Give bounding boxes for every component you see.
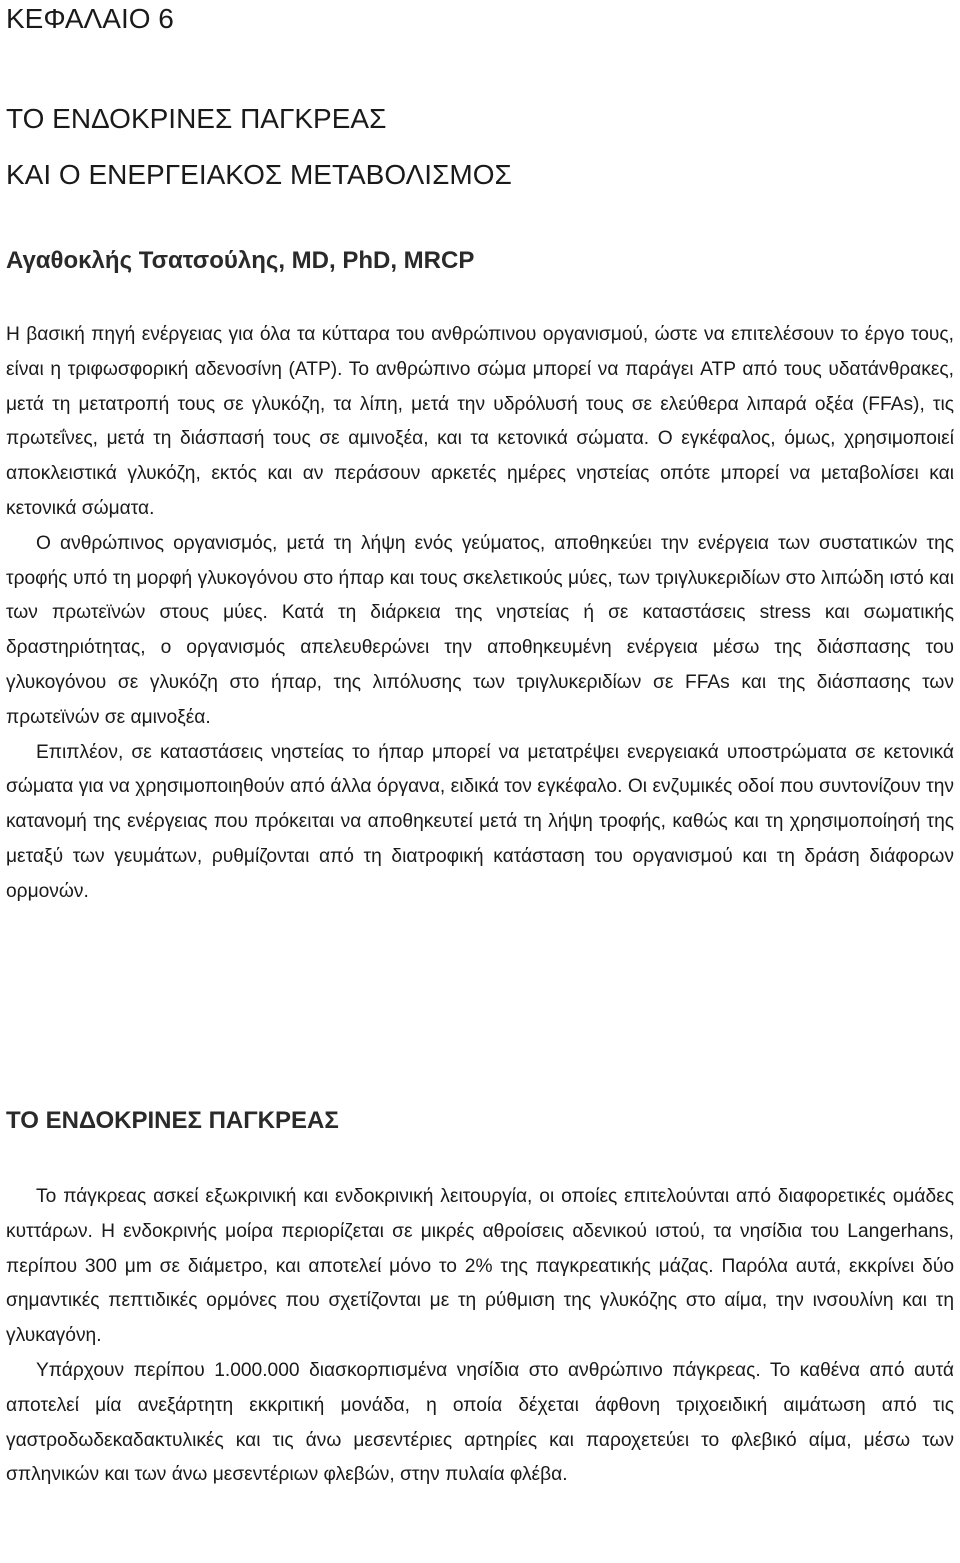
chapter-title-line-2: ΚΑΙ Ο ΕΝΕΡΓΕΙΑΚΟΣ ΜΕΤΑΒΟΛΙΣΜΟΣ — [6, 159, 512, 190]
section-paragraph-2: Υπάρχουν περίπου 1.000.000 διασκορπισμένα νησίδια στο ανθρώπινο πάγκρεας. Το καθένα από αυτά αποτελεί μία ανεξάρτητη εκκριτική μονάδα, η οποία δέχεται άφθονη τριχοειδική αιμάτωση από τις γαστροδωδεκαδακτυλικές και τις άνω μεσεντέριες αρτηρίες και παροχετεύει το φλεβικό αίμα, μέσω των σπληνικών και των άνω μεσεντέριων φλεβών, στην πυλαία φλέβα. — [6, 1359, 954, 1486]
chapter-title-line-1: ΤΟ ΕΝΔΟΚΡΙΝΕΣ ΠΑΓΚΡΕΑΣ — [6, 103, 387, 134]
intro-section — [6, 318, 954, 910]
intro-paragraph-2: Ο ανθρώπινος οργανισμός, μετά τη λήψη ενός γεύματος, αποθηκεύει την ενέργεια των συστατικών της τροφής υπό τη μορφή γλυκογόνου στο ήπαρ και τους σκελετικούς μύες, των τριγλυκεριδίων στο λιπώδη ιστό και των πρωτεϊνών στους μύες. Κατά τη διάρκεια της νηστείας ή σε καταστάσεις stress και σωματικής δραστηριότητας, ο οργανισμός απελευθερώνει την αποθηκευμένη ενέργεια μέσω της διάσπασης του γλυκογόνου σε γλυκόζη στο ήπαρ, της λιπόλυσης των τριγλυκεριδίων σε FFAs και της διάσπασης των πρωτεϊνών σε αμινοξέα. — [6, 532, 954, 728]
chapter-title — [6, 91, 512, 203]
section-paragraph-1: Το πάγκρεας ασκεί εξωκρινική και ενδοκρινική λειτουργία, οι οποίες επιτελούνται από διαφορετικές ομάδες κυττάρων. Η ενδοκρινής μοίρα περιορίζεται σε μικρές αθροίσεις αδενικού ιστού, τα νησίδια του Langerhans, περίπου 300 μm σε διάμετρο, και αποτελεί μόνο το 2% της παγκρεατικής μάζας. Παρόλα αυτά, εκκρίνει δύο σημαντικές πεπτιδικές ορμόνες που σχετίζονται με τη ρύθμιση της γλυκόζης στο αίμα, την ινσουλίνη και τη γλυκαγόνη. — [6, 1186, 954, 1347]
pancreas-section — [6, 1180, 954, 1493]
intro-paragraph-1: Η βασική πηγή ενέργειας για όλα τα κύτταρα του ανθρώπινου οργανισμού, ώστε να επιτελέσουν το έργο τους, είναι η τριφωσφορική αδενοσίνη (ATP). Το ανθρώπινο σώμα μπορεί να παράγει ATP από τους υδατάνθρακες, μετά τη μετατροπή τους σε γλυκόζη, τα λίπη, μετά την υδρόλυσή τους σε ελεύθερα λιπαρά οξέα (FFAs), τις πρωτεΐνες, μετά τη διάσπασή τους σε αμινοξέα, και τα κετονικά σώματα. Ο εγκέφαλος, όμως, χρησιμοποιεί αποκλειστικά γλυκόζη, εκτός και αν περάσουν αρκετές ημέρες νηστείας οπότε μπορεί να μεταβολίσει και κετονικά σώματα. — [6, 324, 954, 519]
chapter-heading: ΚΕΦΑΛΑΙΟ 6 — [6, 3, 174, 34]
section-heading: ΤΟ ΕΝΔΟΚΡΙΝΕΣ ΠΑΓΚΡΕΑΣ — [6, 1107, 339, 1134]
intro-paragraph-3: Επιπλέον, σε καταστάσεις νηστείας το ήπαρ μπορεί να μετατρέψει ενεργειακά υποστρώματα σε κετονικά σώματα για να χρησιμοποιηθούν από άλλα όργανα, ειδικά τον εγκέφαλο. Οι ενζυμικές οδοί που συντονίζουν την κατανομή της ενέργειας που πρόκειται να αποθηκευτεί μετά τη λήψη τροφής, καθώς και τη χρησιμοποίησή της μεταξύ των γευμάτων, ρυθμίζονται από τη διατροφική κατάσταση του οργανισμού και τη δράση διάφορων ορμονών. — [6, 741, 954, 902]
author-line: Αγαθοκλής Τσατσούλης, MD, PhD, MRCP — [6, 247, 475, 274]
